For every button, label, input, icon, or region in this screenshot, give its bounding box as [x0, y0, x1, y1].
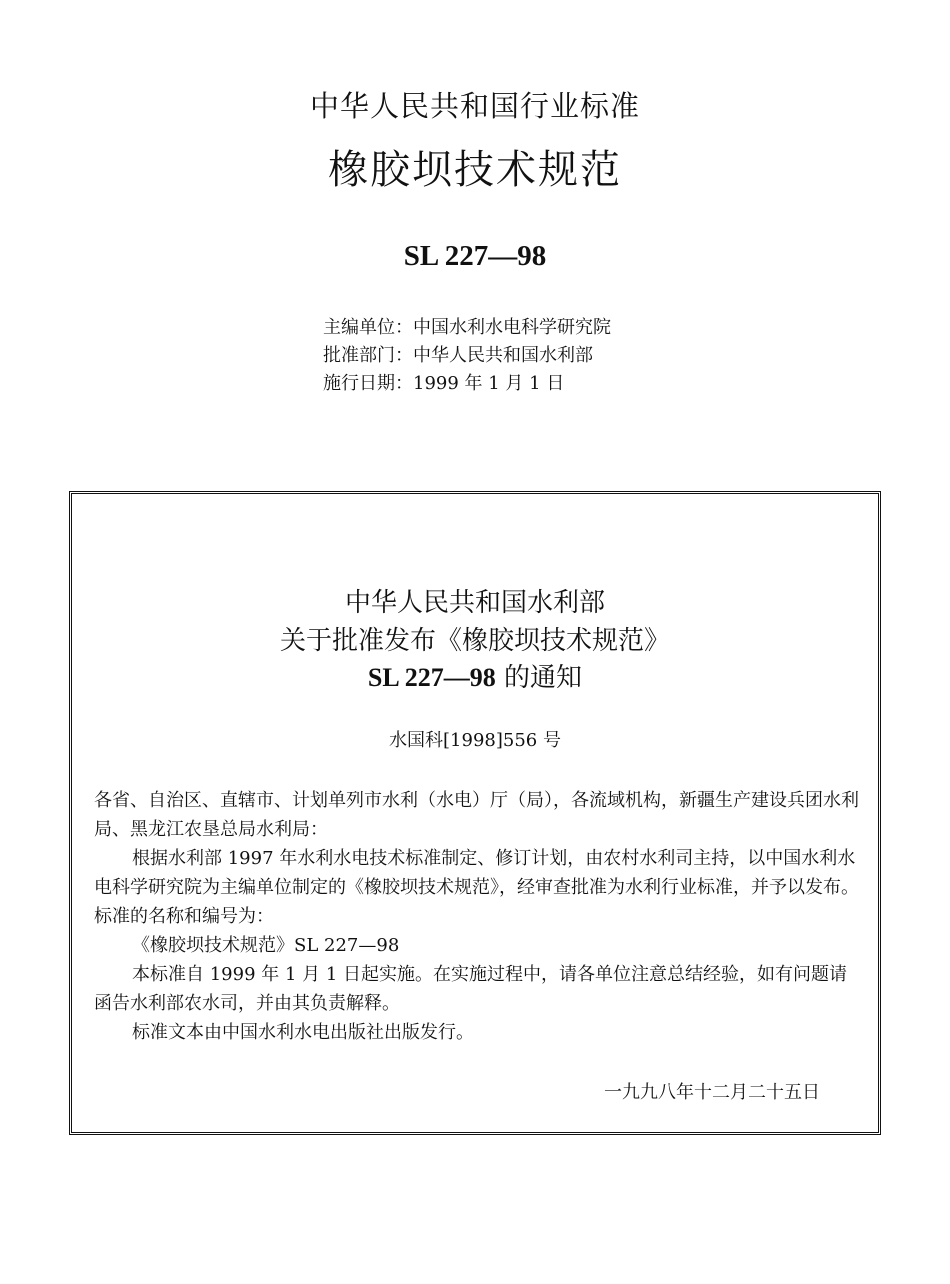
- meta-approver-value: 中华人民共和国水利部: [413, 345, 593, 366]
- meta-effective-date: [323, 370, 564, 398]
- meta-date-label: 施行日期：: [323, 373, 413, 394]
- notice-title-suffix: 的通知: [495, 663, 583, 693]
- notice-paragraph: 标准文本由中国水利水电出版社出版发行。: [132, 1022, 474, 1043]
- notice-title-code: SL 227—98: [367, 663, 496, 692]
- notice-addressee: 各省、自治区、直辖市、计划单列市水利（水电）厅（局），各流域机构，新疆生产建设兵团水利局、黑龙江农垦总局水利局：: [94, 790, 859, 840]
- meta-editor: [323, 314, 611, 342]
- meta-editor-value: 中国水利水电科学研究院: [413, 317, 611, 338]
- meta-approver-label: 批准部门：: [323, 345, 413, 366]
- notice-title-line-3: [72, 657, 878, 694]
- meta-editor-label: 主编单位：: [323, 317, 413, 338]
- notice-paragraph: 本标准自 1999 年 1 月 1 日起实施。在实施过程中，请各单位注意总结经验，如有问题请函告水利部农水司，并由其负责解释。: [94, 964, 848, 1014]
- notice-title-line-1: 中华人民共和国水利部: [344, 588, 605, 618]
- standard-title: 橡胶坝技术规范: [328, 147, 622, 193]
- notice-body: [94, 786, 864, 1047]
- standard-category: 中华人民共和国行业标准: [309, 89, 640, 123]
- notice-paragraph: 根据水利部 1997 年水利水电技术标准制定、修订计划，由农村水利司主持，以中国水利水电科学研究院为主编单位制定的《橡胶坝技术规范》，经审查批准为水利行业标准，并予以发布。标准的名称和编号为：: [94, 848, 859, 927]
- document-number: 水国科[1998]556 号: [389, 730, 561, 751]
- standard-code: SL 227—98: [403, 240, 547, 272]
- meta-approver: [323, 342, 593, 370]
- notice-date: 一九九八年十二月二十五日: [604, 1082, 820, 1103]
- notice-title-line-2: 关于批准发布《橡胶坝技术规范》: [279, 626, 670, 656]
- meta-date-value: 1999 年 1 月 1 日: [413, 373, 565, 394]
- notice-standard-name: 《橡胶坝技术规范》SL 227—98: [132, 935, 400, 956]
- notice-box: [69, 491, 881, 1135]
